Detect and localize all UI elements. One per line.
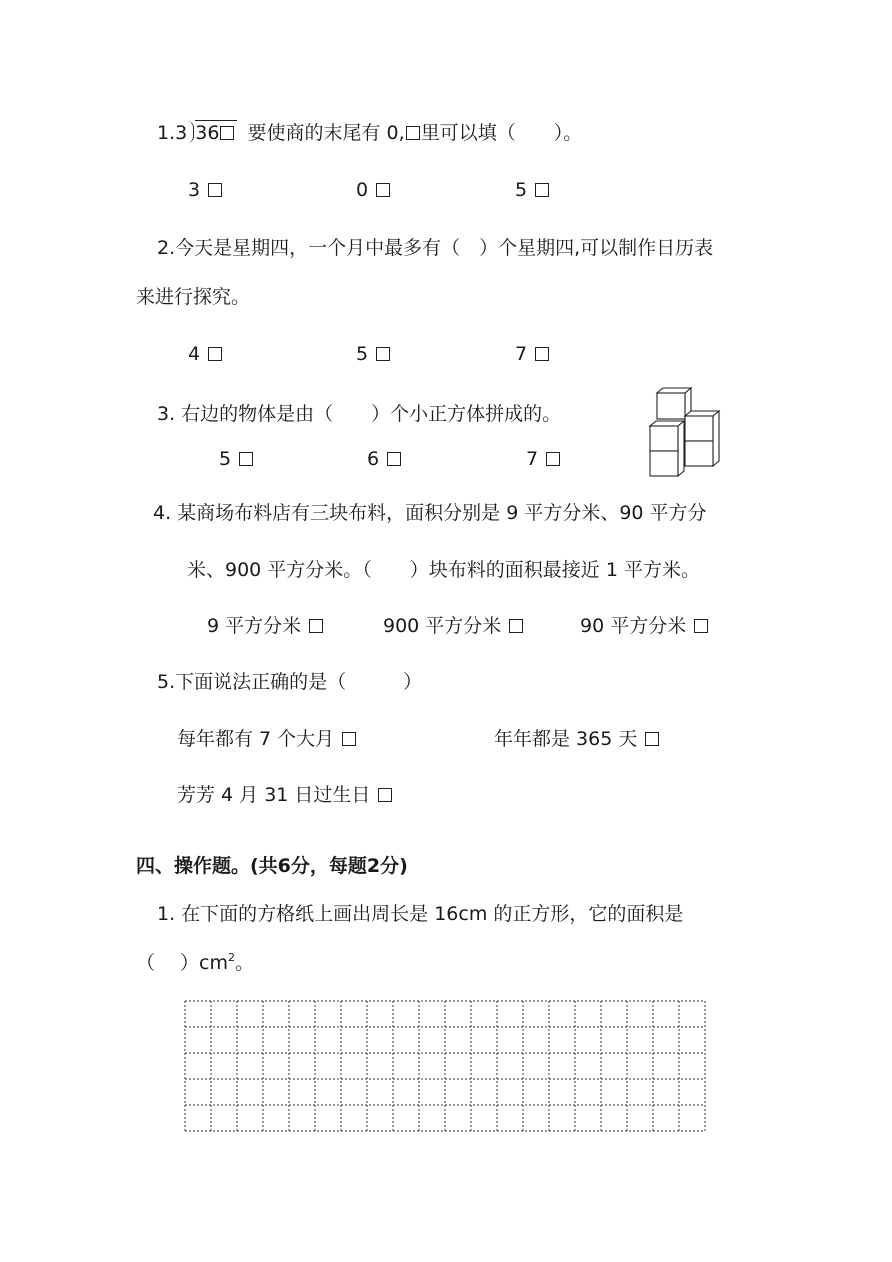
q1-dividend: 36 xyxy=(195,124,219,143)
q1-option-1-checkbox[interactable] xyxy=(208,183,222,197)
q4-option-1[interactable]: 9 平方分米 xyxy=(207,617,323,636)
q5-option-3-checkbox[interactable] xyxy=(378,788,392,802)
q1-text2: 里可以填（ ）。 xyxy=(420,122,583,144)
section-4-q1-line-1: 1. 在下面的方格纸上画出周长是 16cm 的正方形，它的面积是 xyxy=(157,903,684,925)
q3-option-3-checkbox[interactable] xyxy=(546,452,560,466)
q3-option-3[interactable]: 7 xyxy=(526,450,560,469)
q3-option-2[interactable]: 6 xyxy=(367,450,401,469)
q1-option-3-checkbox[interactable] xyxy=(535,183,549,197)
q1-option-2-checkbox[interactable] xyxy=(376,183,390,197)
superscript-2: 2 xyxy=(228,951,235,964)
q4-option-3-checkbox[interactable] xyxy=(694,619,708,633)
division-bracket xyxy=(187,121,194,143)
q1-dividend-blank-box xyxy=(220,126,234,140)
q4-option-2[interactable]: 900 平方分米 xyxy=(383,617,523,636)
q2-line-2: 来进行探究。 xyxy=(136,286,251,308)
q3-option-1-checkbox[interactable] xyxy=(239,452,253,466)
q4-option-3[interactable]: 90 平方分米 xyxy=(580,617,708,636)
q4-option-1-checkbox[interactable] xyxy=(309,619,323,633)
q2-option-3-checkbox[interactable] xyxy=(535,347,549,361)
q1-option-2[interactable]: 0 xyxy=(356,181,390,200)
q2-option-2-checkbox[interactable] xyxy=(376,347,390,361)
q1-inline-box xyxy=(406,126,420,140)
q1-line xyxy=(157,121,582,143)
q1-option-1[interactable]: 3 xyxy=(188,181,222,200)
q5-option-2-checkbox[interactable] xyxy=(645,732,659,746)
q5-option-1-checkbox[interactable] xyxy=(342,732,356,746)
section-4-q1-line-2: （ ）$cm^2$。 xyxy=(136,951,255,974)
q3-line: 3. 右边的物体是由（ ）个小正方体拼成的。 xyxy=(157,403,562,425)
section-4-heading: 四、操作题。(共6分，每题2分) xyxy=(136,855,408,877)
q2-line-1: 2.今天是星期四，一个月中最多有（ ）个星期四,可以制作日历表 xyxy=(157,237,714,259)
q1-number: 1. xyxy=(157,122,176,144)
q1-divisor: 3 xyxy=(175,122,188,144)
q4-line-1: 4. 某商场布料店有三块布料，面积分别是 9 平方分米、90 平方分 xyxy=(153,502,707,524)
q4-option-2-checkbox[interactable] xyxy=(509,619,523,633)
q5-option-1[interactable]: 每年都有 7 个大月 xyxy=(177,730,356,749)
division-bar xyxy=(195,120,237,121)
q5-option-3[interactable]: 芳芳 4 月 31 日过生日 xyxy=(177,786,392,805)
q1-text: 要使商的末尾有 0, xyxy=(247,122,405,144)
grid-paper[interactable] xyxy=(184,1000,710,1134)
q3-option-2-checkbox[interactable] xyxy=(387,452,401,466)
q3-option-1[interactable]: 5 xyxy=(219,450,253,469)
stacked-cubes-figure xyxy=(645,386,723,478)
q2-option-1-checkbox[interactable] xyxy=(208,347,222,361)
q2-option-3[interactable]: 7 xyxy=(515,345,549,364)
q2-option-2[interactable]: 5 xyxy=(356,345,390,364)
q2-option-1[interactable]: 4 xyxy=(188,345,222,364)
q4-line-2: 米、900 平方分米。（ ）块布料的面积最接近 1 平方米。 xyxy=(187,559,700,581)
q5-line: 5.下面说法正确的是（ ） xyxy=(157,671,423,693)
q5-option-2[interactable]: 年年都是 365 天 xyxy=(494,730,659,749)
q1-option-3[interactable]: 5 xyxy=(515,181,549,200)
